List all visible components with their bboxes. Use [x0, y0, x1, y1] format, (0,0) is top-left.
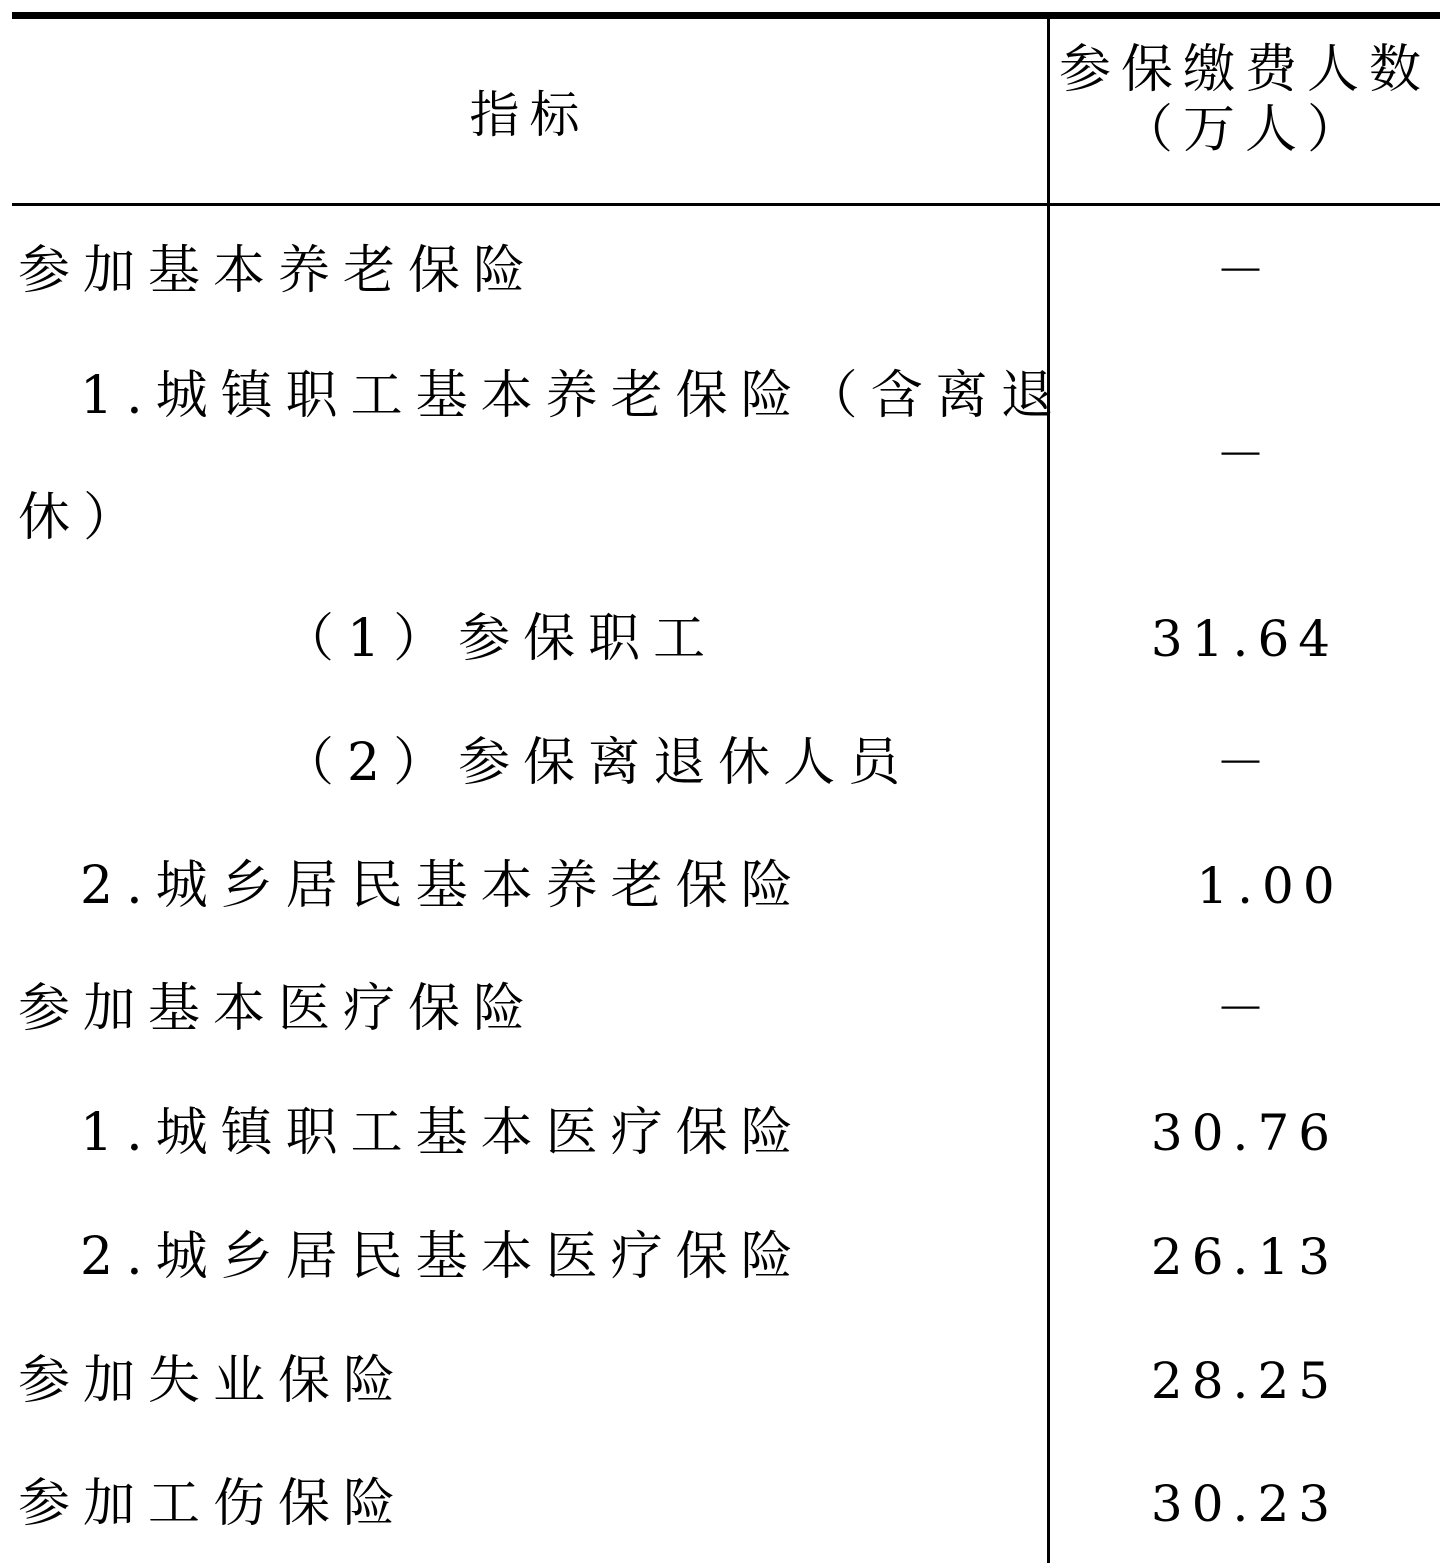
row-label-pension: 参加基本养老保险	[18, 241, 539, 301]
row-value-urban-employee-pension: －	[1215, 426, 1275, 484]
row-label-insured-retirees: （2）参保离退休人员	[282, 733, 914, 793]
row-label-resident-pension: 2.城乡居民基本养老保险	[80, 856, 806, 916]
row-label-resident-medical: 2.城乡居民基本医疗保险	[80, 1227, 806, 1287]
row-value-urban-employee-medical: 30.76	[1150, 1104, 1340, 1162]
table-top-rule	[12, 12, 1440, 19]
row-label-work-injury: 参加工伤保险	[18, 1474, 409, 1534]
row-value-insured-retirees: －	[1215, 734, 1275, 792]
header-count	[1050, 40, 1440, 160]
row-value-insured-employees: 31.64	[1150, 610, 1340, 668]
row-label-medical: 参加基本医疗保险	[18, 979, 539, 1039]
header-bottom-rule	[12, 203, 1440, 206]
row-label-urban-employee-pension-cont: 休）	[18, 488, 149, 548]
row-value-pension: －	[1215, 242, 1275, 300]
row-value-unemployment: 28.25	[1150, 1352, 1340, 1410]
row-value-resident-medical: 26.13	[1150, 1228, 1340, 1286]
row-value-medical: －	[1215, 980, 1275, 1038]
row-value-resident-pension: 1.00	[1196, 857, 1344, 915]
row-label-urban-employee-pension: 1.城镇职工基本养老保险（含离退	[80, 366, 1066, 426]
header-count-line2: （万人）	[1120, 100, 1369, 160]
row-value-work-injury: 30.23	[1150, 1475, 1340, 1533]
row-label-unemployment: 参加失业保险	[18, 1351, 409, 1411]
header-count-line1: 参保缴费人数	[1058, 40, 1431, 100]
row-label-urban-employee-medical: 1.城镇职工基本医疗保险	[80, 1103, 806, 1163]
header-indicator: 指标	[469, 86, 590, 144]
row-label-insured-employees: （1）参保职工	[282, 609, 719, 669]
